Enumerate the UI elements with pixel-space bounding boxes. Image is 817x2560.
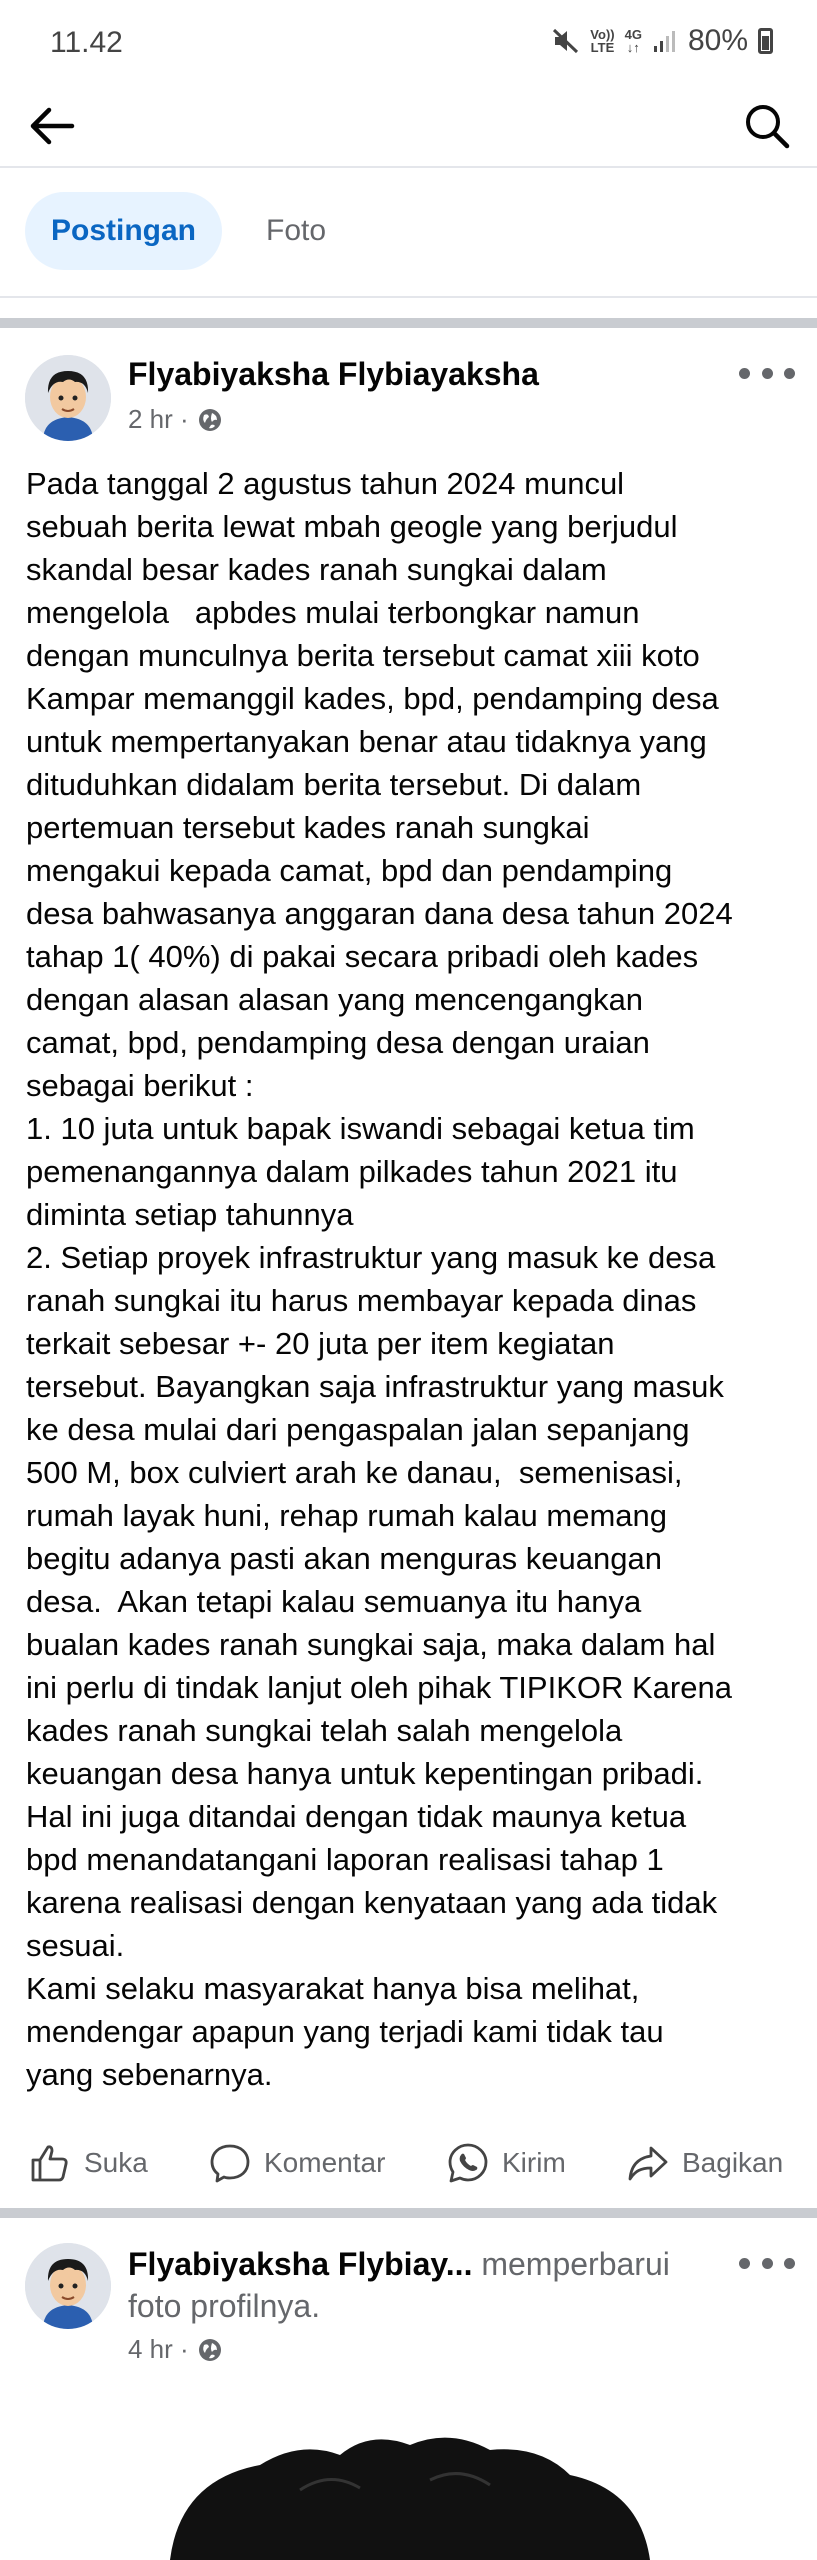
share-icon [626,2141,670,2185]
post-meta [128,2334,223,2365]
signal-icon [652,28,678,54]
post-meta [128,404,223,435]
tab-foto[interactable]: Foto [266,214,327,247]
battery-icon [758,28,773,54]
post-time: 2 hr · [128,404,189,434]
more-horizontal-icon [739,368,750,379]
back-button[interactable] [22,96,82,156]
comment-label: Komentar [264,2147,386,2178]
section-divider [0,2208,817,2218]
more-horizontal-icon [739,2258,750,2269]
top-bar [0,90,817,168]
whatsapp-icon [446,2141,490,2185]
more-options-button[interactable] [739,2248,795,2278]
post-action-text: memperbarui [472,2246,670,2282]
network-indicator: 4G ↓↑ [624,27,642,55]
profile-photo[interactable] [0,2420,817,2560]
post-time: 4 hr · [128,2334,189,2364]
post-actions [0,2128,817,2198]
post-author[interactable] [128,2246,670,2283]
post-text: Pada tanggal 2 agustus tahun 2024 muncul sebuah berita lewat mbah geogle yang berjudul skandal besar kades ranah sungkai dalam mengelola apbdes mulai terbongkar namun dengan munculnya berita tersebut camat xiii koto Kampar memanggil kades, bpd, pendamping desa untuk mempertanyakan benar atau tidaknya yang dituduhkan didalam berita tersebut. Di dalam pertemuan tersebut kades ranah sungkai mengakui kepada camat, bpd dan pendamping desa bahwasanya anggaran dana desa tahun 2024 tahap 1( 40%) di pakai secara pribadi oleh kades dengan alasan alasan yang mencengangkan camat, bpd, pendamping desa dengan uraian sebagai berikut : 1. 10 juta untuk bapak iswandi sebagai ketua tim pemenangannya dalam pilkades tahun 2021 itu diminta setiap tahunnya 2. Setiap proyek infrastruktur yang masuk ke desa ranah sungkai itu harus membayar kepada dinas terkait sebesar +- 20 juta per item kegiatan tersebut. Bayangkan saja infrastruktur yang masuk ke desa mulai dari pengaspalan jalan sepanjang 500 M, box culviert arah ke danau, semenisasi, rumah layak huni, rehap rumah kalau memang begitu adanya pasti akan menguras keuangan desa. Akan tetapi kalau semuanya itu hanya bualan kades ranah sungkai saja, maka dalam hal ini perlu di tindak lanjut oleh pihak TIPIKOR Karena kades ranah sungkai telah salah mengelola keuangan desa hanya untuk kepentingan pribadi. Hal ini juga ditandai dengan tidak maunya ketua bpd menandatangani laporan realisasi tahap 1 karena realisasi dengan kenyataan yang ada tidak sesuai. Kami selaku masyarakat hanya bisa melihat, mendengar apapun yang terjadi kami tidak tau yang sebenarnya. [26,466,733,2092]
more-options-button[interactable] [739,358,795,388]
volte-indicator: Vo)) LTE [590,27,615,55]
status-bar [0,0,817,90]
send-label: Kirim [502,2147,566,2178]
like-button[interactable] [28,2128,148,2198]
post-action-text-2: foto profilnya. [128,2288,321,2324]
post-author[interactable]: Flyabiyaksha Flybiayaksha [128,356,539,392]
share-label: Bagikan [682,2147,784,2178]
globe-icon [197,407,223,433]
mute-icon [552,27,580,55]
avatar-icon [25,2243,111,2329]
comment-icon [208,2141,252,2185]
search-button[interactable] [737,96,797,156]
thumbs-up-icon [28,2141,72,2185]
section-divider [0,318,817,328]
share-button[interactable] [626,2128,783,2198]
like-label: Suka [84,2147,148,2178]
arrow-left-icon [22,96,82,156]
profile-tabs [0,168,817,298]
tab-postingan[interactable]: Postingan [25,192,222,270]
status-time: 11.42 [50,26,123,59]
avatar[interactable] [25,355,111,441]
search-icon [737,96,797,156]
send-button[interactable] [446,2128,566,2198]
globe-icon [197,2337,223,2363]
battery-percent: 80% [687,24,748,57]
status-icons [552,24,773,58]
avatar[interactable] [25,2243,111,2329]
comment-button[interactable] [208,2128,385,2198]
avatar-icon [25,355,111,441]
post-author-name: Flyabiyaksha Flybiay... [128,2246,473,2282]
